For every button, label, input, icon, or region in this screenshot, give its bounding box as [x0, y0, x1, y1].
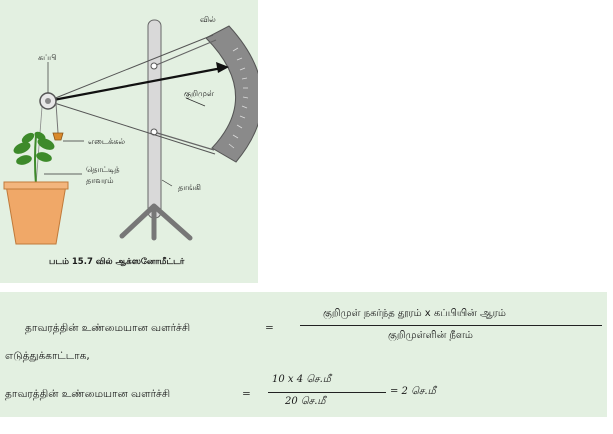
formula-numerator: குறிமுள் நகர்ந்த தூரம் x கப்பியின் ஆரம் — [323, 308, 506, 319]
upper-support-arm — [154, 40, 216, 66]
label-pulley: கப்பி — [38, 53, 57, 62]
lower-support-arm — [154, 132, 214, 150]
label-plant — [86, 165, 122, 185]
label-plant-line1: தொட்டித் — [86, 165, 120, 174]
label-pointer: குறிமுள் — [184, 89, 215, 98]
example-equals: = — [242, 388, 251, 400]
pulley-hub — [45, 98, 51, 104]
pointer-leader-line — [186, 98, 205, 106]
example-lhs: தாவரத்தின் உண்மையான வளர்ச்சி — [5, 388, 171, 400]
formula-fraction-bar — [300, 325, 602, 326]
plant-stem — [35, 135, 36, 185]
example-numerator: 10 x 4 செ.மீ — [272, 374, 331, 385]
pointer-lower-line — [48, 101, 215, 154]
example-fraction-bar — [268, 392, 386, 393]
flower-pot — [6, 185, 66, 244]
vertical-stand — [148, 20, 161, 218]
figure-caption: படம் 15.7 வில் ஆக்ஸனோமீட்டர் — [49, 257, 185, 267]
formula-equals: = — [265, 322, 274, 334]
stand-tripod-base — [122, 206, 190, 238]
example-result: = 2 செ.மீ — [390, 386, 436, 397]
example-denominator: 20 செ.மீ — [285, 396, 326, 407]
formula-box — [0, 292, 607, 417]
label-stand: தாங்கி — [178, 183, 201, 192]
label-plant-line2: தாவரம் — [86, 176, 114, 185]
label-arc: வில் — [200, 15, 216, 24]
formula-lhs: தாவரத்தின் உண்மையான வளர்ச்சி — [25, 322, 191, 334]
hanging-weight — [53, 133, 63, 140]
auxanometer-figure — [0, 0, 258, 283]
stand-leader-line — [162, 180, 172, 186]
formula-denominator: குறிமுள்ளின் நீளம் — [388, 330, 473, 341]
label-weight: எடைக்கல் — [88, 137, 126, 146]
auxanometer-diagram — [0, 0, 258, 283]
plant-leaves — [12, 130, 57, 166]
upper-pivot — [151, 63, 157, 69]
weight-thread — [56, 103, 58, 133]
example-intro: எடுத்துக்காட்டாக, — [5, 350, 90, 362]
pot-rim — [4, 182, 68, 189]
